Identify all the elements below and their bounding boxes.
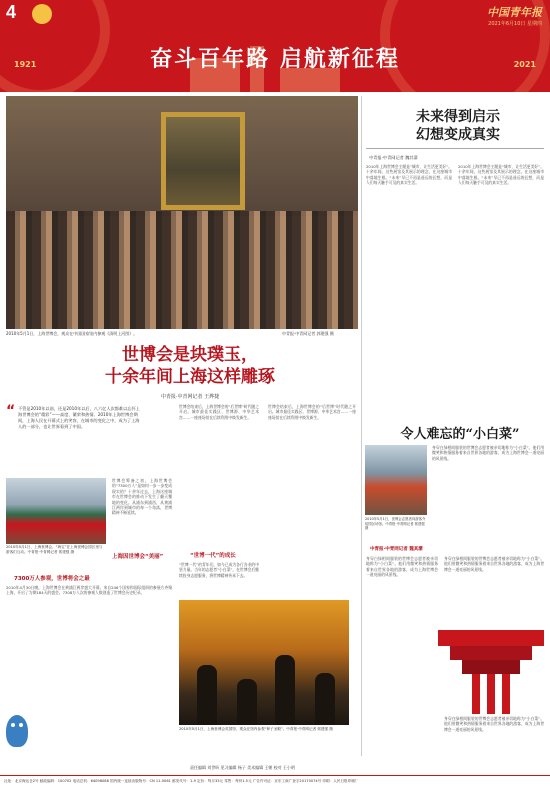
photo-silhouette — [237, 679, 257, 725]
volunteer-photo-caption: 2010年5月1日，世博会志愿者向游客介绍园区场馆。中青报·中青网记者 郭建强 摄 — [365, 517, 426, 531]
pavilion-mid — [450, 646, 532, 660]
party-emblem-icon — [32, 4, 52, 24]
article-column-2b: “世博一代”的青年们，如今已成为各行各业的中坚力量。当年的志愿者“小白菜”，在世博会后继续投身志愿服务，将世博精神传承下去。 — [179, 562, 259, 578]
page-header — [0, 0, 550, 92]
right-headline-1-line1: 未来得到启示 — [416, 109, 500, 125]
column-divider — [361, 96, 362, 756]
right-headline-2: 令人难忘的“小白菜” — [400, 427, 520, 442]
right-article-1-col1: 2010年上海世博会主题是“城市，让生活更美好”。十余年间，这些展馆及其展示的理念，在这座城市中落地生根。“未来”早已不再是遥远的幻想，而是人们每天触手可及的真实生活。 — [366, 164, 452, 186]
china-pavilion-illustration — [438, 630, 544, 714]
right-article-2-byline: 中青报·中青网记者 魏其濛 — [370, 547, 423, 552]
pavilion-roof — [438, 630, 544, 646]
main-headline-line2: 十余年间上海这样雕琢 — [105, 367, 275, 387]
volunteer-photo — [365, 445, 427, 515]
main-photo-caption: 2010年5月1日，上海世博会，观众在中国国家馆内参观《清明上河图》。 — [6, 331, 138, 336]
subhead-3: “世博一代”的成长 — [190, 553, 236, 559]
right-headline-1 — [378, 108, 538, 144]
mascot-photo — [6, 478, 106, 544]
date-line: 2021年6月10日 星期四 — [488, 21, 542, 27]
quote-mark-icon: “ — [6, 403, 16, 419]
section-banner: 奋斗百年路 启航新征程 — [150, 46, 400, 72]
photo-silhouette — [197, 665, 217, 725]
right-article-2-col1: 身穿白绿相间服装的世博会志愿者被亲切地称为“小白菜”。他们用微笑和热情服务着来自世界各地的游客，成为上海世博会一道亮丽的风景线。 — [366, 556, 438, 578]
year-left: 1921 — [14, 60, 37, 69]
bottom-photo — [179, 600, 349, 725]
right-byline-1: 中青报·中青网记者 魏其濛 — [369, 155, 418, 160]
bottom-photo-caption: 2010年5月1日，上海世博会英国馆，观众在馆内参观“种子圣殿”。中青报·中青网记者 郭建强 摄 — [179, 727, 333, 731]
article-column-3: 世博会结束后，上海世博会的“后世博”时代随之开启。城市最佳实践区、世博源、中华艺术宫……一座座场馆在后续利用中焕发新生。 — [268, 404, 356, 420]
footer-text: 社址：北京海运仓2号 邮政编码：100702 电话总机：64098088 国内统一连续出版物号：CN 11-0061 邮发代号：1-9 定价：每月33元 零售：每份1.5元 广告许可证：京东工商广登字20170074号 印刷：人民日报印刷厂 — [4, 779, 359, 783]
main-headline — [40, 344, 340, 388]
right-rule — [366, 148, 544, 149]
subhead-1: 7300万人参观，世博将会之最 — [14, 576, 90, 582]
article-column-1: 世博会筹备之初，上海世博会的“7300万人”是如何一步一步变成现实的？十余年过去，上海这座城市在世博会的推动下发生了翻天覆地的变化。从浦东到浦西，从黄浦江两岸到城市的每一个角落，世博精神不断延续。 — [112, 478, 172, 516]
main-headline-line1: 世博会是块璞玉， — [122, 345, 258, 365]
article-column-1b: 2010年4月30日晚，上海世博会在黄浦江两岸盛大开幕。来自246个国家和国际组织的参展方齐聚上海，开启了为期184天的盛会。7308万人次的参观人数创造了世博会历史纪录。 — [6, 585, 172, 596]
main-photo — [6, 96, 358, 329]
page-number: 4 — [6, 2, 17, 22]
article-column-2: 世博会结束后，上海世博会的“后世博”时代随之开启。城市最佳实践区、世博源、中华艺术宫……一座座场馆在后续利用中焕发新生。 — [179, 404, 259, 420]
mascot-eye — [11, 723, 15, 727]
main-photo-credit: 中青报·中青网记者 郭建强 摄 — [282, 331, 334, 336]
photo-painting — [161, 112, 245, 210]
masthead: 中国青年报 — [487, 6, 542, 19]
subhead-2: 上海因世博会“美丽” — [112, 554, 164, 560]
page-footer — [0, 775, 550, 792]
right-article-1-col2: 2010年上海世博会主题是“城市，让生活更美好”。十余年间，这些展馆及其展示的理念，在这座城市中落地生根。“未来”早已不再是遥远的幻想，而是人们每天触手可及的真实生活。 — [458, 164, 544, 186]
right-article-2-top: 身穿白绿相间服装的世博会志愿者被亲切地称为“小白菜”。他们用微笑和热情服务着来自世界各地的游客，成为上海世博会一道亮丽的风景线。 — [432, 445, 544, 461]
main-byline: 中青报·中青网记者 王烨捷 — [160, 394, 220, 400]
right-article-2-col3: 身穿白绿相间服装的世博会志愿者被亲切地称为“小白菜”。他们用微笑和热情服务着来自世界各地的游客，成为上海世博会一道亮丽的风景线。 — [444, 716, 544, 732]
photo-crowd — [6, 211, 358, 329]
pavilion-lower — [462, 660, 520, 674]
haibao-mascot-icon — [6, 715, 28, 747]
pavilion-pillars — [472, 674, 510, 714]
year-right: 2021 — [513, 60, 536, 69]
right-headline-1-line2: 幻想变成真实 — [416, 127, 500, 143]
photo-silhouette — [315, 673, 335, 725]
editors-line: 责任编辑 刘世昕 见习编辑 杨子 美术编辑 王朝 校对 王小明 — [190, 765, 295, 770]
mascot-photo-caption: 2010年5月1日，上海世博会，“海宝”在上海世博会园区里与游客们互动。中青报·中青网记者 郭建强 摄 — [6, 545, 103, 554]
photo-silhouette — [275, 655, 295, 725]
main-lead: 不管是2010年以前，还是2010年以后，八六亿人次都难以忘怀上海世博会的“精彩”——高度、繁荣和热情。2010年上海世博会期间，上海人民在开幕式上的笑容，在城市的变化之中，成为了上海人的一部分，也让世界看到了中国。 — [18, 406, 140, 429]
right-article-2-col2: 身穿白绿相间服装的世博会志愿者被亲切地称为“小白菜”。他们用微笑和热情服务着来自世界各地的游客，成为上海世博会一道亮丽的风景线。 — [444, 556, 544, 572]
mascot-eye — [19, 723, 23, 727]
